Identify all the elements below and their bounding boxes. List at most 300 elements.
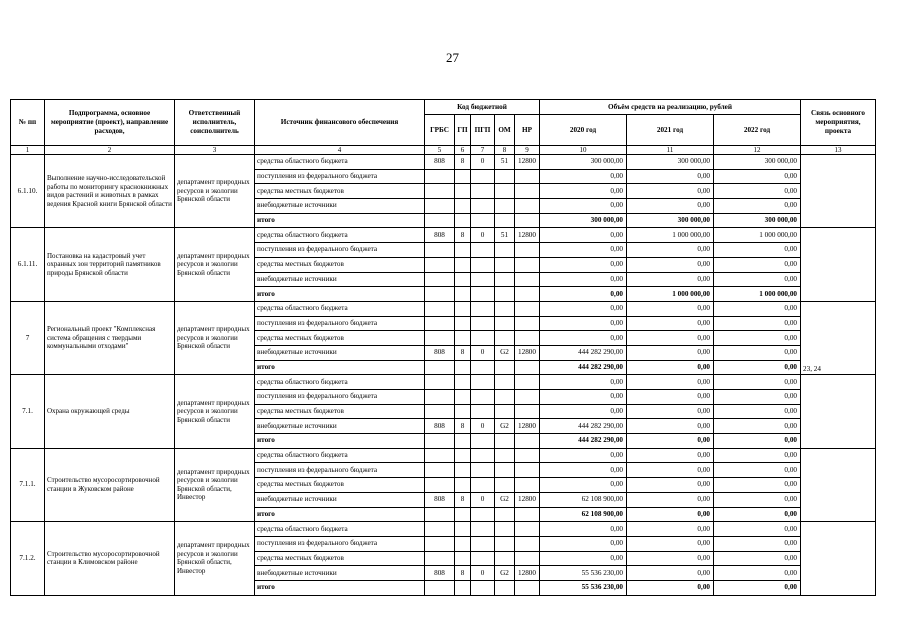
amount-2022: 0,00	[714, 257, 801, 272]
budget-code	[425, 257, 455, 272]
amount-2020: 444 282 290,00	[540, 434, 627, 449]
amount-2020: 0,00	[540, 257, 627, 272]
amount-2022: 0,00	[714, 507, 801, 522]
amount-2021: 0,00	[627, 551, 714, 566]
budget-code	[455, 243, 471, 258]
amount-2022: 300 000,00	[714, 213, 801, 228]
amount-2020: 0,00	[540, 228, 627, 243]
item-executor: департамент природных ресурсов и экологии Брянской области, Инвестор	[175, 522, 255, 595]
funding-source: итого	[255, 507, 425, 522]
amount-2020: 0,00	[540, 287, 627, 302]
amount-2021: 0,00	[627, 331, 714, 346]
budget-code	[471, 184, 495, 199]
amount-2021: 1 000 000,00	[627, 287, 714, 302]
item-executor: департамент природных ресурсов и экологии Брянской области	[175, 301, 255, 374]
item-link	[801, 522, 876, 595]
budget-code	[495, 257, 515, 272]
amount-2022: 0,00	[714, 522, 801, 537]
amount-2021: 0,00	[627, 434, 714, 449]
item-number: 7.1.2.	[11, 522, 45, 595]
budget-code: 12800	[515, 492, 540, 507]
amount-2021: 0,00	[627, 448, 714, 463]
col-number: 6	[455, 146, 471, 155]
amount-2020: 0,00	[540, 463, 627, 478]
budget-code	[471, 301, 495, 316]
budget-code: 12800	[515, 566, 540, 581]
header-gp: ГП	[455, 115, 471, 146]
item-number: 7	[11, 301, 45, 374]
budget-code	[455, 390, 471, 405]
funding-source: поступления из федерального бюджета	[255, 169, 425, 184]
budget-code	[515, 448, 540, 463]
amount-2020: 0,00	[540, 316, 627, 331]
funding-source: внебюджетные источники	[255, 566, 425, 581]
budget-code	[471, 199, 495, 214]
amount-2021: 0,00	[627, 316, 714, 331]
budget-code	[515, 331, 540, 346]
budget-code	[471, 272, 495, 287]
budget-code	[455, 404, 471, 419]
amount-2021: 0,00	[627, 580, 714, 595]
budget-code	[515, 272, 540, 287]
budget-code	[425, 536, 455, 551]
budget-code	[515, 463, 540, 478]
budget-code	[455, 463, 471, 478]
budget-code: 808	[425, 419, 455, 434]
amount-2022: 0,00	[714, 331, 801, 346]
amount-2020: 0,00	[540, 478, 627, 493]
amount-2022: 0,00	[714, 375, 801, 390]
budget-code	[515, 243, 540, 258]
budget-code	[471, 404, 495, 419]
funding-source: поступления из федерального бюджета	[255, 536, 425, 551]
amount-2022: 0,00	[714, 272, 801, 287]
budget-code	[515, 287, 540, 302]
budget-code	[425, 360, 455, 375]
amount-2020: 62 108 900,00	[540, 507, 627, 522]
budget-code	[455, 184, 471, 199]
budget-code	[471, 360, 495, 375]
amount-2022: 0,00	[714, 316, 801, 331]
budget-code	[495, 213, 515, 228]
budget-code	[495, 316, 515, 331]
table-row	[11, 301, 876, 316]
budget-code	[425, 463, 455, 478]
budget-code	[425, 507, 455, 522]
item-number: 7.1.	[11, 375, 45, 448]
budget-code	[425, 199, 455, 214]
budget-code	[495, 448, 515, 463]
budget-code	[495, 272, 515, 287]
budget-code	[495, 375, 515, 390]
budget-code	[425, 184, 455, 199]
budget-code	[455, 316, 471, 331]
amount-2022: 0,00	[714, 463, 801, 478]
budget-code	[471, 580, 495, 595]
budget-code	[471, 316, 495, 331]
amount-2020: 300 000,00	[540, 213, 627, 228]
budget-code	[495, 301, 515, 316]
amount-2020: 0,00	[540, 390, 627, 405]
budget-code	[495, 536, 515, 551]
amount-2022: 0,00	[714, 536, 801, 551]
item-executor: департамент природных ресурсов и экологии Брянской области, Инвестор	[175, 448, 255, 521]
amount-2020: 0,00	[540, 301, 627, 316]
budget-code	[425, 478, 455, 493]
budget-code	[425, 434, 455, 449]
budget-table	[10, 99, 876, 596]
funding-source: итого	[255, 580, 425, 595]
amount-2021: 0,00	[627, 522, 714, 537]
amount-2022: 0,00	[714, 566, 801, 581]
budget-code	[425, 390, 455, 405]
budget-code: 12800	[515, 419, 540, 434]
header-grbs: ГРБС	[425, 115, 455, 146]
funding-source: средства областного бюджета	[255, 228, 425, 243]
col-number: 13	[801, 146, 876, 155]
amount-2022: 0,00	[714, 492, 801, 507]
budget-code	[425, 375, 455, 390]
amount-2020: 300 000,00	[540, 155, 627, 170]
funding-source: внебюджетные источники	[255, 345, 425, 360]
budget-code	[515, 316, 540, 331]
header-no: № пп	[11, 100, 45, 146]
budget-code	[471, 213, 495, 228]
budget-code	[471, 243, 495, 258]
budget-code	[471, 522, 495, 537]
budget-code	[471, 463, 495, 478]
amount-2021: 0,00	[627, 243, 714, 258]
amount-2022: 1 000 000,00	[714, 287, 801, 302]
budget-code: 0	[471, 228, 495, 243]
col-number: 4	[255, 146, 425, 155]
amount-2020: 55 536 230,00	[540, 566, 627, 581]
item-name: Выполнение научно-исследовательской работы по мониторингу краснокнижных видов растений и животных в рамках ведения Красной книги Брянской области	[45, 155, 175, 228]
budget-code	[515, 169, 540, 184]
budget-code: 8	[455, 345, 471, 360]
budget-code: G2	[495, 345, 515, 360]
table-row	[11, 155, 876, 170]
budget-code	[471, 257, 495, 272]
budget-code	[471, 507, 495, 522]
budget-code: 51	[495, 228, 515, 243]
amount-2020: 0,00	[540, 184, 627, 199]
amount-2021: 0,00	[627, 375, 714, 390]
budget-code	[425, 287, 455, 302]
header-link: Связь основного мероприятия, проекта	[801, 100, 876, 146]
budget-code	[495, 551, 515, 566]
funding-source: средства местных бюджетов	[255, 257, 425, 272]
amount-2021: 0,00	[627, 390, 714, 405]
funding-source: средства местных бюджетов	[255, 184, 425, 199]
funding-source: поступления из федерального бюджета	[255, 463, 425, 478]
amount-2021: 0,00	[627, 463, 714, 478]
budget-code: 0	[471, 566, 495, 581]
budget-code: 808	[425, 345, 455, 360]
budget-code	[471, 536, 495, 551]
budget-code	[455, 522, 471, 537]
budget-code	[425, 213, 455, 228]
funding-source: итого	[255, 213, 425, 228]
amount-2022: 0,00	[714, 434, 801, 449]
budget-code	[455, 287, 471, 302]
budget-code	[455, 199, 471, 214]
budget-code	[495, 404, 515, 419]
budget-code	[425, 243, 455, 258]
funding-source: внебюджетные источники	[255, 199, 425, 214]
amount-2021: 0,00	[627, 478, 714, 493]
header-2020: 2020 год	[540, 115, 627, 146]
budget-code	[425, 448, 455, 463]
funding-source: средства областного бюджета	[255, 375, 425, 390]
amount-2022: 0,00	[714, 184, 801, 199]
budget-code	[515, 536, 540, 551]
budget-code: 0	[471, 419, 495, 434]
budget-code: 12800	[515, 155, 540, 170]
header-pgp: ПГП	[471, 115, 495, 146]
budget-code	[495, 287, 515, 302]
budget-code	[515, 390, 540, 405]
funding-source: итого	[255, 287, 425, 302]
budget-code: 808	[425, 492, 455, 507]
item-name: Региональный проект "Комплексная система обращения с твердыми коммунальными отходами"	[45, 301, 175, 374]
budget-code	[515, 301, 540, 316]
amount-2021: 300 000,00	[627, 213, 714, 228]
item-executor: департамент природных ресурсов и экологии Брянской области	[175, 375, 255, 448]
amount-2021: 0,00	[627, 301, 714, 316]
amount-2021: 0,00	[627, 492, 714, 507]
budget-code	[495, 184, 515, 199]
table-row	[11, 228, 876, 243]
funding-source: средства местных бюджетов	[255, 331, 425, 346]
amount-2020: 0,00	[540, 536, 627, 551]
table-row	[11, 375, 876, 390]
item-link	[801, 375, 876, 448]
budget-code	[455, 536, 471, 551]
item-name: Строительство мусоросортировочной станции в Климовском районе	[45, 522, 175, 595]
budget-code	[455, 580, 471, 595]
funding-source: поступления из федерального бюджета	[255, 243, 425, 258]
amount-2022: 0,00	[714, 390, 801, 405]
budget-code	[495, 522, 515, 537]
header-om: ОМ	[495, 115, 515, 146]
budget-code	[455, 301, 471, 316]
item-link	[801, 155, 876, 228]
amount-2020: 0,00	[540, 448, 627, 463]
funding-source: итого	[255, 360, 425, 375]
amount-2020: 0,00	[540, 243, 627, 258]
amount-2020: 0,00	[540, 272, 627, 287]
item-name: Охрана окружающей среды	[45, 375, 175, 448]
table-row	[11, 448, 876, 463]
col-number: 10	[540, 146, 627, 155]
amount-2020: 0,00	[540, 375, 627, 390]
funding-source: средства местных бюджетов	[255, 551, 425, 566]
budget-code	[495, 243, 515, 258]
amount-2020: 55 536 230,00	[540, 580, 627, 595]
budget-code: 808	[425, 566, 455, 581]
item-name: Строительство мусоросортировочной станции в Жуковском районе	[45, 448, 175, 521]
item-link	[801, 228, 876, 301]
amount-2020: 0,00	[540, 169, 627, 184]
budget-code	[515, 434, 540, 449]
amount-2021: 0,00	[627, 536, 714, 551]
header-source: Источник финансового обеспечения	[255, 100, 425, 146]
budget-code: 808	[425, 228, 455, 243]
header-2022: 2022 год	[714, 115, 801, 146]
budget-code	[495, 199, 515, 214]
budget-code	[471, 331, 495, 346]
budget-code	[455, 169, 471, 184]
page-number: 27	[446, 50, 459, 65]
funding-source: средства местных бюджетов	[255, 478, 425, 493]
budget-code	[495, 331, 515, 346]
amount-2022: 0,00	[714, 580, 801, 595]
budget-code	[495, 360, 515, 375]
amount-2021: 0,00	[627, 404, 714, 419]
amount-2021: 0,00	[627, 184, 714, 199]
amount-2020: 444 282 290,00	[540, 419, 627, 434]
budget-code	[471, 169, 495, 184]
budget-code	[495, 434, 515, 449]
budget-code	[515, 404, 540, 419]
amount-2022: 0,00	[714, 360, 801, 375]
header-volume: Объём средств на реализацию, рублей	[540, 100, 801, 115]
amount-2022: 300 000,00	[714, 155, 801, 170]
header-executor: Ответственный исполнитель, соисполнитель	[175, 100, 255, 146]
budget-code	[515, 375, 540, 390]
header-2021: 2021 год	[627, 115, 714, 146]
budget-code: 0	[471, 155, 495, 170]
col-number: 7	[471, 146, 495, 155]
amount-2021: 0,00	[627, 169, 714, 184]
budget-code	[455, 213, 471, 228]
amount-2022: 0,00	[714, 345, 801, 360]
item-executor: департамент природных ресурсов и экологии Брянской области	[175, 228, 255, 301]
funding-source: итого	[255, 434, 425, 449]
budget-code	[425, 169, 455, 184]
table-row	[11, 522, 876, 537]
funding-source: внебюджетные источники	[255, 272, 425, 287]
amount-2021: 0,00	[627, 507, 714, 522]
budget-code	[495, 478, 515, 493]
amount-2022: 0,00	[714, 478, 801, 493]
budget-code	[515, 580, 540, 595]
budget-code	[515, 522, 540, 537]
budget-code	[425, 404, 455, 419]
budget-code	[425, 331, 455, 346]
budget-code	[455, 257, 471, 272]
budget-code	[471, 551, 495, 566]
budget-code: G2	[495, 566, 515, 581]
amount-2022: 0,00	[714, 448, 801, 463]
budget-code: 8	[455, 492, 471, 507]
item-number: 7.1.1.	[11, 448, 45, 521]
item-executor: департамент природных ресурсов и экологии Брянской области	[175, 155, 255, 228]
col-number: 1	[11, 146, 45, 155]
budget-code: 808	[425, 155, 455, 170]
funding-source: поступления из федерального бюджета	[255, 390, 425, 405]
budget-code	[515, 360, 540, 375]
funding-source: средства областного бюджета	[255, 301, 425, 316]
budget-code	[471, 287, 495, 302]
budget-code	[455, 551, 471, 566]
budget-code	[515, 507, 540, 522]
funding-source: средства областного бюджета	[255, 448, 425, 463]
amount-2020: 0,00	[540, 404, 627, 419]
budget-code: 0	[471, 492, 495, 507]
budget-code	[495, 580, 515, 595]
budget-code	[515, 257, 540, 272]
budget-code: 12800	[515, 345, 540, 360]
item-link: 23, 24	[801, 301, 876, 374]
amount-2020: 62 108 900,00	[540, 492, 627, 507]
amount-2021: 0,00	[627, 566, 714, 581]
budget-code: 51	[495, 155, 515, 170]
funding-source: внебюджетные источники	[255, 492, 425, 507]
amount-2021: 1 000 000,00	[627, 228, 714, 243]
amount-2022: 0,00	[714, 169, 801, 184]
budget-code	[471, 448, 495, 463]
budget-code: G2	[495, 492, 515, 507]
budget-code	[455, 331, 471, 346]
item-name: Постановка на кадастровый учет охранных зон территорий памятников природы Брянской области	[45, 228, 175, 301]
funding-source: средства областного бюджета	[255, 155, 425, 170]
budget-code	[515, 478, 540, 493]
amount-2022: 0,00	[714, 404, 801, 419]
budget-code	[495, 390, 515, 405]
table-body	[11, 155, 876, 596]
budget-code	[471, 390, 495, 405]
amount-2020: 444 282 290,00	[540, 360, 627, 375]
budget-code	[455, 448, 471, 463]
amount-2022: 0,00	[714, 199, 801, 214]
col-number: 3	[175, 146, 255, 155]
budget-code	[425, 272, 455, 287]
budget-code: 8	[455, 228, 471, 243]
amount-2021: 300 000,00	[627, 155, 714, 170]
item-link	[801, 448, 876, 521]
budget-code	[455, 375, 471, 390]
budget-code	[495, 507, 515, 522]
amount-2020: 0,00	[540, 331, 627, 346]
header-budget-code: Код бюджетной	[425, 100, 540, 115]
amount-2022: 1 000 000,00	[714, 228, 801, 243]
amount-2022: 0,00	[714, 551, 801, 566]
amount-2022: 0,00	[714, 419, 801, 434]
funding-source: средства областного бюджета	[255, 522, 425, 537]
amount-2022: 0,00	[714, 301, 801, 316]
amount-2021: 0,00	[627, 419, 714, 434]
amount-2020: 0,00	[540, 199, 627, 214]
budget-code: 8	[455, 155, 471, 170]
column-numbers-row	[11, 146, 876, 155]
budget-code	[495, 463, 515, 478]
amount-2020: 444 282 290,00	[540, 345, 627, 360]
amount-2021: 0,00	[627, 257, 714, 272]
amount-2021: 0,00	[627, 199, 714, 214]
item-number: 6.1.11.	[11, 228, 45, 301]
budget-code: 8	[455, 566, 471, 581]
budget-code	[471, 434, 495, 449]
budget-code	[471, 375, 495, 390]
budget-code	[455, 507, 471, 522]
budget-code	[495, 169, 515, 184]
amount-2021: 0,00	[627, 345, 714, 360]
budget-code	[515, 184, 540, 199]
col-number: 8	[495, 146, 515, 155]
item-number: 6.1.10.	[11, 155, 45, 228]
